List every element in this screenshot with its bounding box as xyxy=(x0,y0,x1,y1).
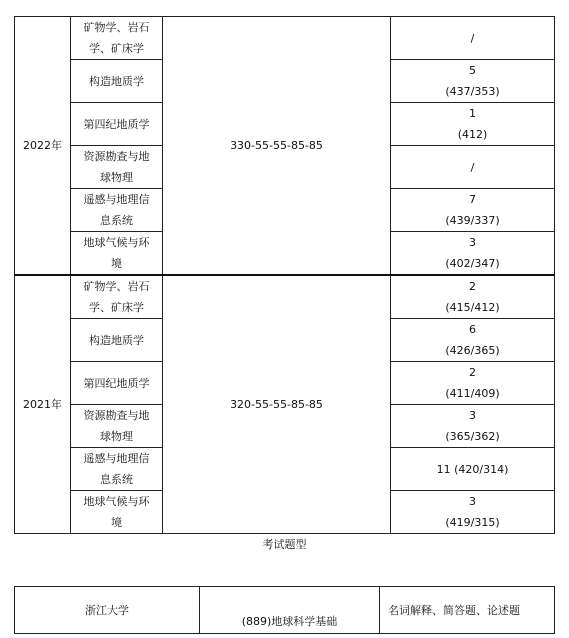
subject-cell: (889)地球科学基础 xyxy=(200,587,380,634)
admission-table xyxy=(14,16,555,534)
school-cell: 浙江大学 xyxy=(15,587,200,634)
count-cell: 3 (402/347) xyxy=(391,232,555,276)
table-row xyxy=(15,587,555,634)
major-cell: 构造地质学 xyxy=(71,319,163,362)
table-row xyxy=(15,17,555,60)
major-cell: 遥感与地理信 息系统 xyxy=(71,189,163,232)
major-cell: 第四纪地质学 xyxy=(71,362,163,405)
major-cell: 地球气候与环 境 xyxy=(71,232,163,276)
major-cell: 构造地质学 xyxy=(71,60,163,103)
count-cell: 5 (437/353) xyxy=(391,60,555,103)
score-line-cell: 320-55-55-85-85 xyxy=(163,275,391,534)
major-cell: 遥感与地理信 息系统 xyxy=(71,448,163,491)
major-cell: 资源勘查与地 球物理 xyxy=(71,405,163,448)
major-cell: 第四纪地质学 xyxy=(71,103,163,146)
count-cell: 1 (412) xyxy=(391,103,555,146)
major-cell: 矿物学、岩石 学、矿床学 xyxy=(71,275,163,319)
count-cell: / xyxy=(391,146,555,189)
count-cell: 7 (439/337) xyxy=(391,189,555,232)
major-cell: 资源勘查与地 球物理 xyxy=(71,146,163,189)
year-cell: 2021年 xyxy=(15,275,71,534)
section-caption: 考试题型 xyxy=(262,538,307,551)
year-cell: 2022年 xyxy=(15,17,71,276)
count-cell: 2 (415/412) xyxy=(391,275,555,319)
count-cell: 11 (420/314) xyxy=(391,448,555,491)
table-row xyxy=(15,275,555,319)
major-cell: 地球气候与环 境 xyxy=(71,491,163,534)
count-cell: 6 (426/365) xyxy=(391,319,555,362)
count-cell: 3 (365/362) xyxy=(391,405,555,448)
exam-table xyxy=(14,586,555,634)
score-line-cell: 330-55-55-85-85 xyxy=(163,17,391,276)
count-cell: 3 (419/315) xyxy=(391,491,555,534)
major-cell: 矿物学、岩石 学、矿床学 xyxy=(71,17,163,60)
question-types-cell: 名词解释、简答题、论述题 xyxy=(380,587,555,634)
count-cell: / xyxy=(391,17,555,60)
count-cell: 2 (411/409) xyxy=(391,362,555,405)
